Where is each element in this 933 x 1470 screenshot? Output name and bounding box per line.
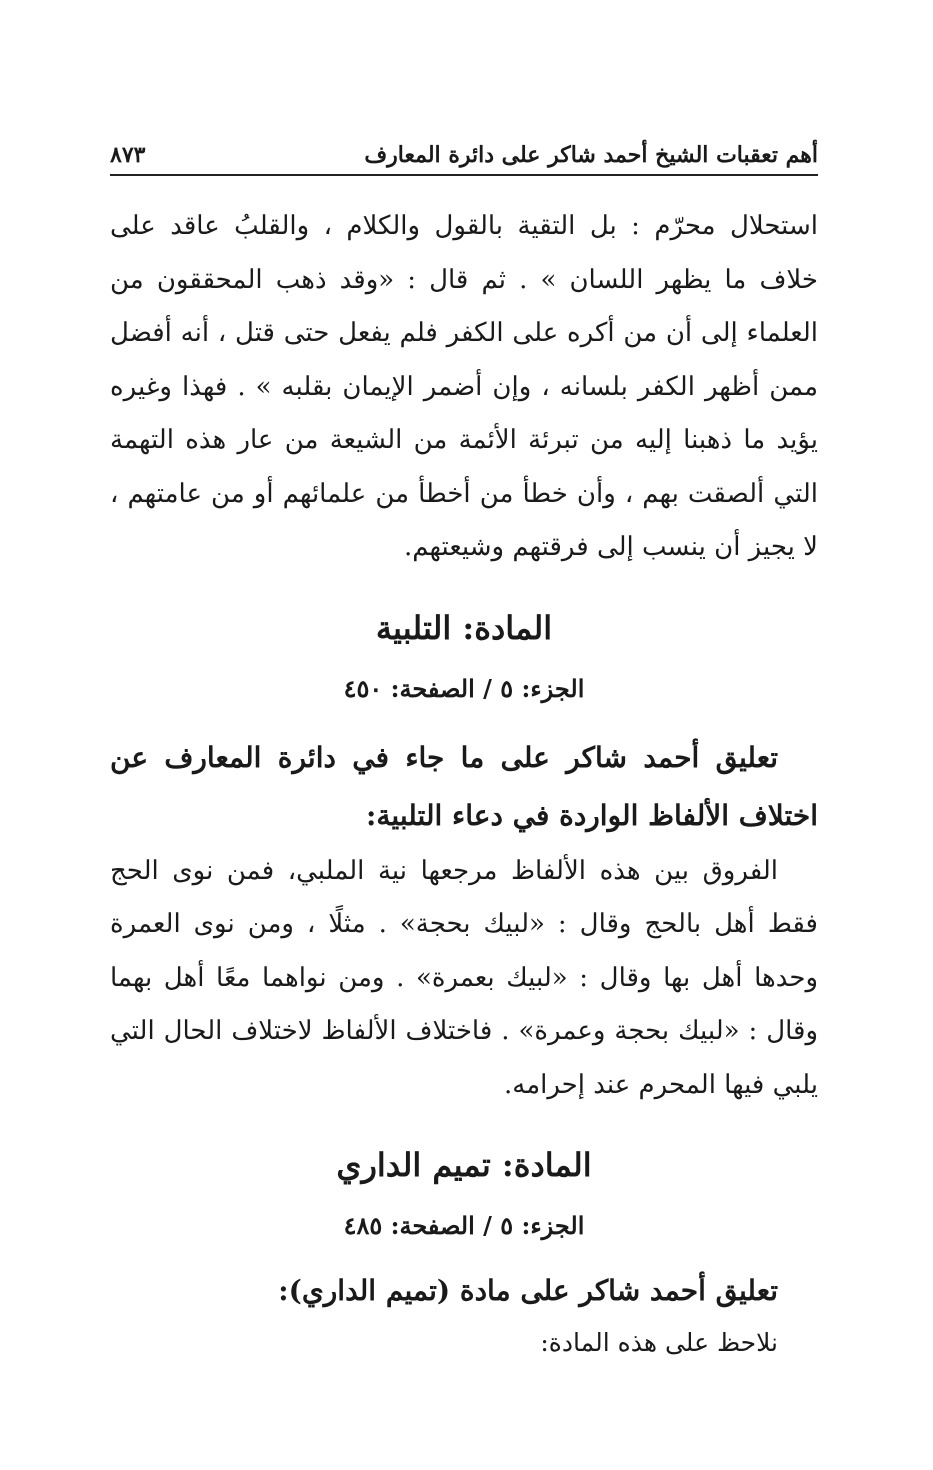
section-heading-talbiya: المادة: التلبية	[375, 608, 553, 647]
section-heading-tamim: المادة: تميم الداري	[336, 1146, 592, 1184]
page-number: ٨٧٣	[110, 142, 146, 168]
opening-paragraph: استحلال محرّم : بل التقية بالقول والكلام ، والقلبُ عاقد على خلاف ما يظهر اللسان » . ثم قال : «وقد ذهب المحققون من العلماء إلى أن من أكره على الكفر فلم يفعل حتى قتل ، أنه أفضل ممن أظهر الكفر بلسانه ، وإن أضمر الإيمان بقلبه » . فهذا وغيره يؤيد ما ذهبنا إليه من تبرئة الأئمة من الشيعة من عار هذه التهمة التي ألصقت بهم ، وأن خطأ من أخطأ من علمائهم أو من عامتهم ، لا يجيز أن ينسب إلى فرقتهم وشيعتهم.	[110, 211, 818, 562]
comment-paragraph-talbiya: الفروق بين هذه الألفاظ مرجعها نية الملبي، فمن نوى الحج فقط أهل بالحج وقال : «لبيك بحجة» . مثلًا ، ومن نوى العمرة وحدها أهل بها وقال : «لبيك بعمرة» . ومن نواهما معًا أهل بهما وقال : «لبيك بحجة وعمرة» . فاختلاف الألفاظ لاختلاف الحال التي يلبي فيها المحرم عند إحرامه.	[110, 855, 818, 1100]
comment-paragraph-tamim: نلاحظ على هذه المادة:	[540, 1328, 778, 1357]
book-page	[110, 118, 818, 1366]
running-title: أهم تعقبات الشيخ أحمد شاكر على دائرة المعارف	[364, 142, 818, 168]
volume-page-reference: الجزء: ٥ / الصفحة: ٤٥٠	[343, 673, 585, 703]
running-header	[110, 118, 818, 176]
volume-page-reference: الجزء: ٥ / الصفحة: ٤٨٥	[343, 1211, 585, 1240]
comment-heading-talbiya: تعليق أحمد شاكر على ما جاء في دائرة المعارف عن اختلاف الألفاظ الواردة في دعاء التلبية:	[110, 740, 818, 832]
comment-heading-tamim: تعليق أحمد شاكر على مادة (تميم الداري):	[278, 1274, 778, 1307]
